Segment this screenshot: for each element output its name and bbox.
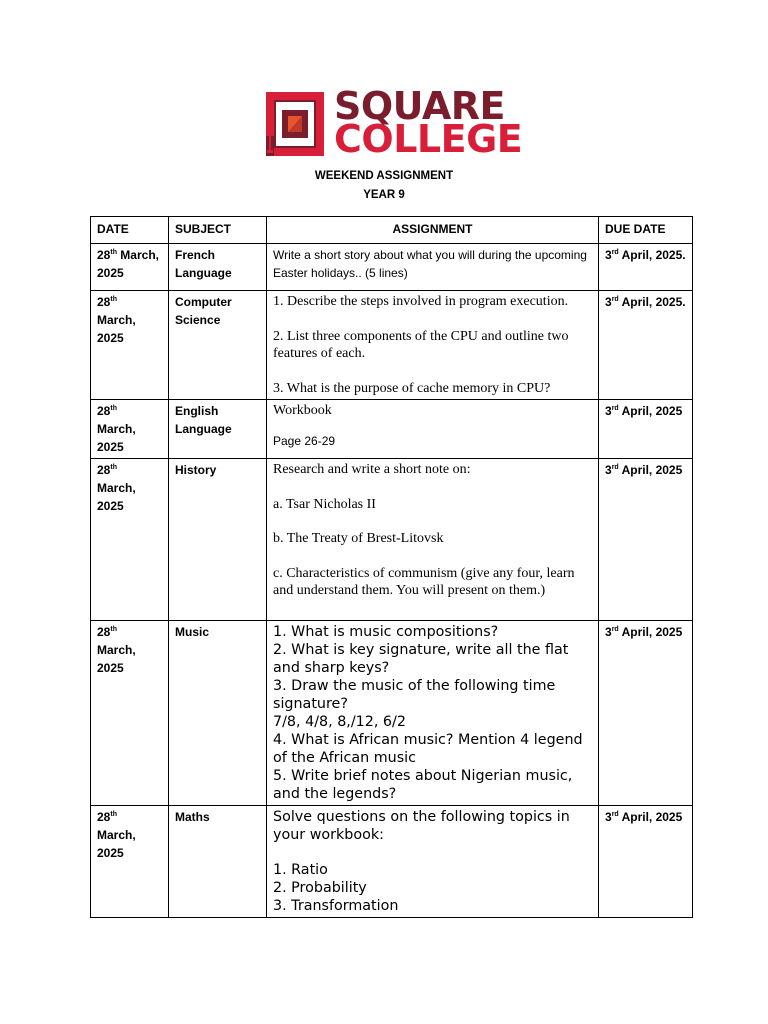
date-suffix: th bbox=[110, 811, 117, 818]
due-rest: April, 2025. bbox=[618, 248, 686, 262]
due-date-cell bbox=[599, 244, 693, 291]
assignment-cell bbox=[267, 400, 599, 459]
header-date: DATE bbox=[91, 217, 169, 244]
due-date-cell bbox=[599, 621, 693, 806]
date-rest: March, 2025 bbox=[97, 248, 159, 280]
date-rest: March, 2025 bbox=[97, 828, 136, 860]
due-suffix: rd bbox=[611, 249, 619, 256]
due-suffix: rd bbox=[611, 405, 619, 412]
date-cell bbox=[91, 459, 169, 621]
document-subtitle: YEAR 9 bbox=[363, 189, 405, 201]
logo-line-1: SQUARE bbox=[334, 84, 505, 128]
due-suffix: rd bbox=[611, 626, 619, 633]
document-title: WEEKEND ASSIGNMENT bbox=[314, 170, 454, 182]
date-cell bbox=[91, 291, 169, 400]
assignment-text: 3. What is the purpose of cache memory in CPU? bbox=[273, 380, 551, 396]
table-row bbox=[91, 806, 693, 918]
assignment-text: a. Tsar Nicholas II bbox=[273, 496, 376, 512]
assignment-cell bbox=[267, 621, 599, 806]
assignment-text: c. Characteristics of communism (give any four, learn and understand them. You will present on them.) bbox=[273, 565, 575, 598]
due-day: 3 bbox=[605, 463, 612, 477]
assignment-cell bbox=[267, 459, 599, 621]
date-cell bbox=[91, 244, 169, 291]
subject-cell: Music bbox=[169, 621, 267, 806]
assignment-text: b. The Treaty of Brest-Litovsk bbox=[273, 531, 444, 546]
square-logo-icon bbox=[266, 92, 326, 158]
date-rest: March, 2025 bbox=[97, 643, 136, 675]
assignment-text: 1. Describe the steps involved in program execution. bbox=[273, 294, 569, 309]
assignment-text: Write a short story about what you will during the upcoming Easter holidays.. (5 lines) bbox=[273, 248, 587, 280]
logo-line-2: COLLEGE bbox=[334, 117, 523, 161]
date-day: 28 bbox=[97, 295, 111, 309]
date-suffix: th bbox=[110, 626, 117, 633]
due-suffix: rd bbox=[611, 296, 619, 303]
assignment-text: 2. What is key signature, write all the flat and sharp keys? bbox=[273, 642, 569, 676]
due-rest: April, 2025 bbox=[618, 810, 683, 824]
due-date-cell bbox=[599, 291, 693, 400]
date-suffix: th bbox=[110, 249, 117, 256]
assignment-text: Research and write a short note on: bbox=[273, 462, 471, 477]
assignment-text: 2. List three components of the CPU and outline two features of each. bbox=[273, 328, 569, 361]
assignment-text: 4. What is African music? Mention 4 legend of the African music bbox=[273, 732, 583, 766]
due-date-cell bbox=[599, 459, 693, 621]
table-row bbox=[91, 621, 693, 806]
assignment-text: 5. Write brief notes about Nigerian music, and the legends? bbox=[273, 768, 573, 802]
assignment-text: Solve questions on the following topics in your workbook: bbox=[273, 809, 570, 843]
header-subject: SUBJECT bbox=[169, 217, 267, 244]
date-day: 28 bbox=[97, 810, 111, 824]
date-rest: March, 2025 bbox=[97, 422, 136, 454]
due-suffix: rd bbox=[611, 464, 619, 471]
date-suffix: th bbox=[110, 464, 117, 471]
logo-wordmark bbox=[334, 84, 523, 161]
due-rest: April, 2025 bbox=[618, 625, 683, 639]
table-row bbox=[91, 291, 693, 400]
date-suffix: th bbox=[110, 296, 117, 303]
subject-cell: Maths bbox=[169, 806, 267, 918]
subject-cell: Computer Science bbox=[169, 291, 267, 400]
date-rest: March, 2025 bbox=[97, 481, 136, 513]
assignment-text: 7/8, 4/8, 8,/12, 6/2 bbox=[273, 714, 406, 730]
due-day: 3 bbox=[605, 625, 612, 639]
subject-cell: English Language bbox=[169, 400, 267, 459]
due-date-cell bbox=[599, 806, 693, 918]
date-day: 28 bbox=[97, 463, 111, 477]
table-row bbox=[91, 400, 693, 459]
table-header-row bbox=[91, 217, 693, 244]
date-rest: March, 2025 bbox=[97, 313, 136, 345]
date-day: 28 bbox=[97, 625, 111, 639]
due-day: 3 bbox=[605, 810, 612, 824]
assignment-text: 3. Draw the music of the following time signature? bbox=[273, 678, 556, 712]
due-day: 3 bbox=[605, 248, 612, 262]
date-cell bbox=[91, 621, 169, 806]
assignment-text: 1. What is music compositions? bbox=[273, 624, 499, 640]
table-row bbox=[91, 459, 693, 621]
due-rest: April, 2025 bbox=[618, 463, 683, 477]
date-suffix: th bbox=[110, 405, 117, 412]
date-cell bbox=[91, 400, 169, 459]
due-date-cell bbox=[599, 400, 693, 459]
date-cell bbox=[91, 806, 169, 918]
due-rest: April, 2025. bbox=[618, 295, 686, 309]
assignment-text: 1. Ratio bbox=[273, 862, 328, 878]
due-day: 3 bbox=[605, 295, 612, 309]
due-suffix: rd bbox=[611, 811, 619, 818]
assignment-cell bbox=[267, 806, 599, 918]
assignment-table bbox=[90, 216, 693, 918]
assignment-text: 2. Probability bbox=[273, 880, 367, 896]
date-day: 28 bbox=[97, 404, 111, 418]
assignment-text: 3. Transformation bbox=[273, 898, 399, 914]
header-assignment: ASSIGNMENT bbox=[267, 217, 599, 244]
subject-cell: History bbox=[169, 459, 267, 621]
college-logo bbox=[266, 84, 523, 161]
assignment-cell bbox=[267, 244, 599, 291]
assignment-text: Page 26-29 bbox=[273, 433, 336, 448]
table-row bbox=[91, 244, 693, 291]
assignment-cell bbox=[267, 291, 599, 400]
due-rest: April, 2025 bbox=[618, 404, 683, 418]
subject-cell: French Language bbox=[169, 244, 267, 291]
due-day: 3 bbox=[605, 404, 612, 418]
assignment-text: Workbook bbox=[273, 403, 332, 418]
header-due-date: DUE DATE bbox=[599, 217, 693, 244]
date-day: 28 bbox=[97, 248, 111, 262]
